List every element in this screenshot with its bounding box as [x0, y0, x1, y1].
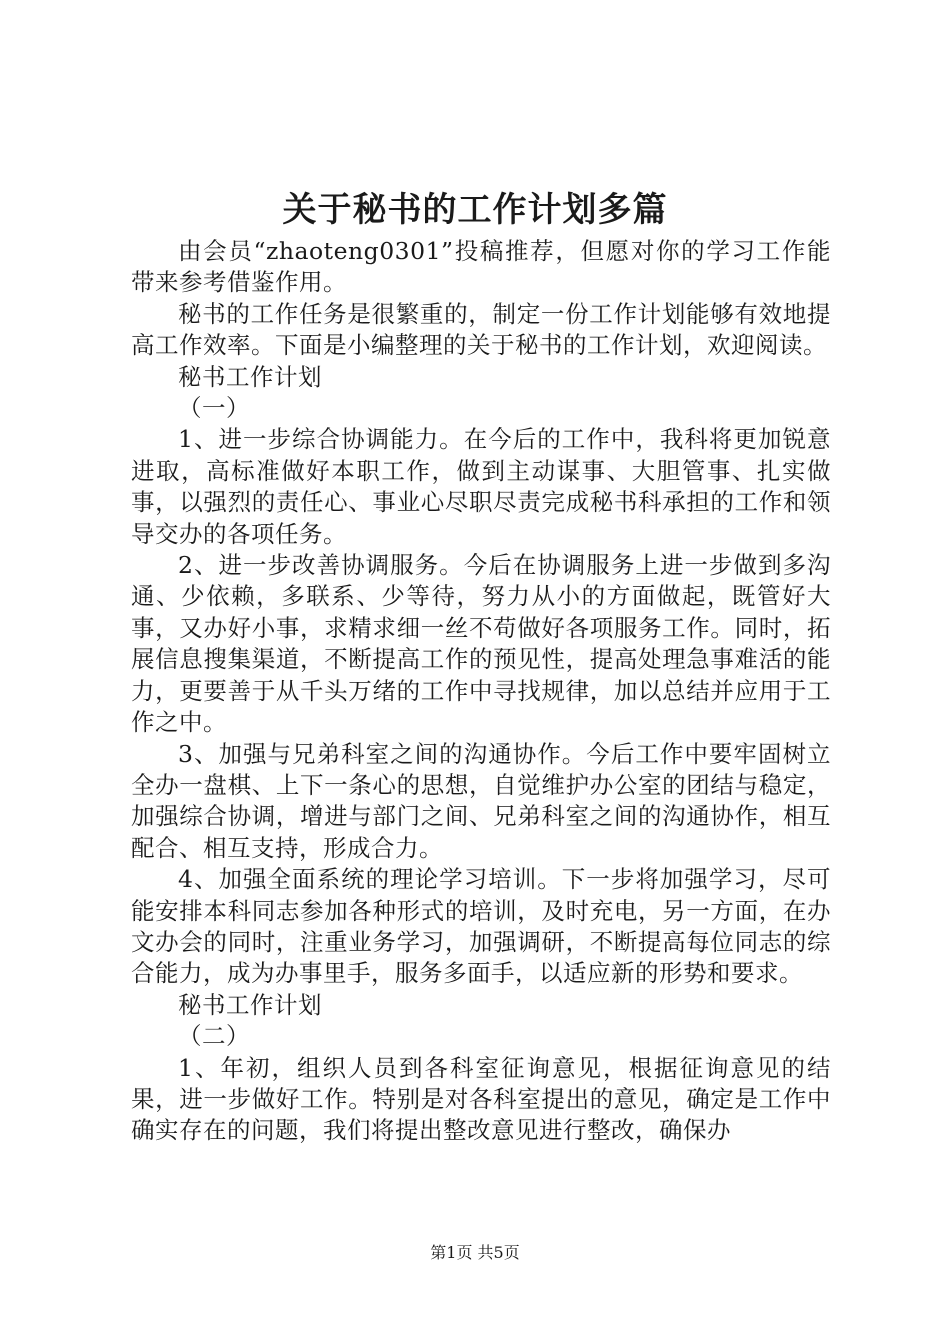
plan-item: 3、加强与兄弟科室之间的沟通协作。今后工作中要牢固树立全办一盘棋、上下一条心的思想，自觉维护办公室的团结与稳定，加强综合协调，增进与部门之间、兄弟科室之间的沟通协作，相互配合、相互支持，形成合力。: [131, 739, 831, 862]
section-number: （一）: [178, 394, 250, 423]
plan-item: 1、年初，组织人员到各科室征询意见，根据征询意见的结果，进一步做好工作。特别是对各科室提出的意见，确定是工作中确实存在的问题，我们将提出整改意见进行整改，确保办: [131, 1053, 831, 1145]
section-heading: 秘书工作计划: [178, 362, 322, 391]
plan-item: 2、进一步改善协调服务。今后在协调服务上进一步做到多沟通、少依赖，多联系、少等待，努力从小的方面做起，既管好大事，又办好小事，求精求细一丝不苟做好各项服务工作。同时，拓展信息搜集渠道，不断提高工作的预见性，提高处理急事难活的能力，更要善于从千头万绪的工作中寻找规律，加以总结并应用于工作之中。: [131, 551, 831, 737]
document-body: [131, 236, 831, 1147]
plan-item: 1、进一步综合协调能力。在今后的工作中，我科将更加锐意进取，高标准做好本职工作，做到主动谋事、大胆管事、扎实做事，以强烈的责任心、事业心尽职尽责完成秘书科承担的工作和领导交办的各项任务。: [131, 425, 831, 548]
paragraph-intro: 由会员“zhaoteng0301”投稿推荐，但愿对你的学习工作能带来参考借鉴作用。: [131, 237, 831, 297]
document-title: 关于秘书的工作计划多篇: [282, 190, 668, 230]
paragraph-summary: 秘书的工作任务是很繁重的，制定一份工作计划能够有效地提高工作效率。下面是小编整理的关于秘书的工作计划，欢迎阅读。: [131, 299, 831, 360]
section-heading: 秘书工作计划: [178, 990, 322, 1019]
section-number: （二）: [178, 1022, 250, 1051]
page-footer: 第1页 共5页: [430, 1243, 520, 1262]
plan-item: 4、加强全面系统的理论学习培训。下一步将加强学习，尽可能安排本科同志参加各种形式的培训，及时充电，另一方面，在办文办会的同时，注重业务学习，加强调研，不断提高每位同志的综合能力，成为办事里手，服务多面手，以适应新的形势和要求。: [131, 865, 831, 988]
